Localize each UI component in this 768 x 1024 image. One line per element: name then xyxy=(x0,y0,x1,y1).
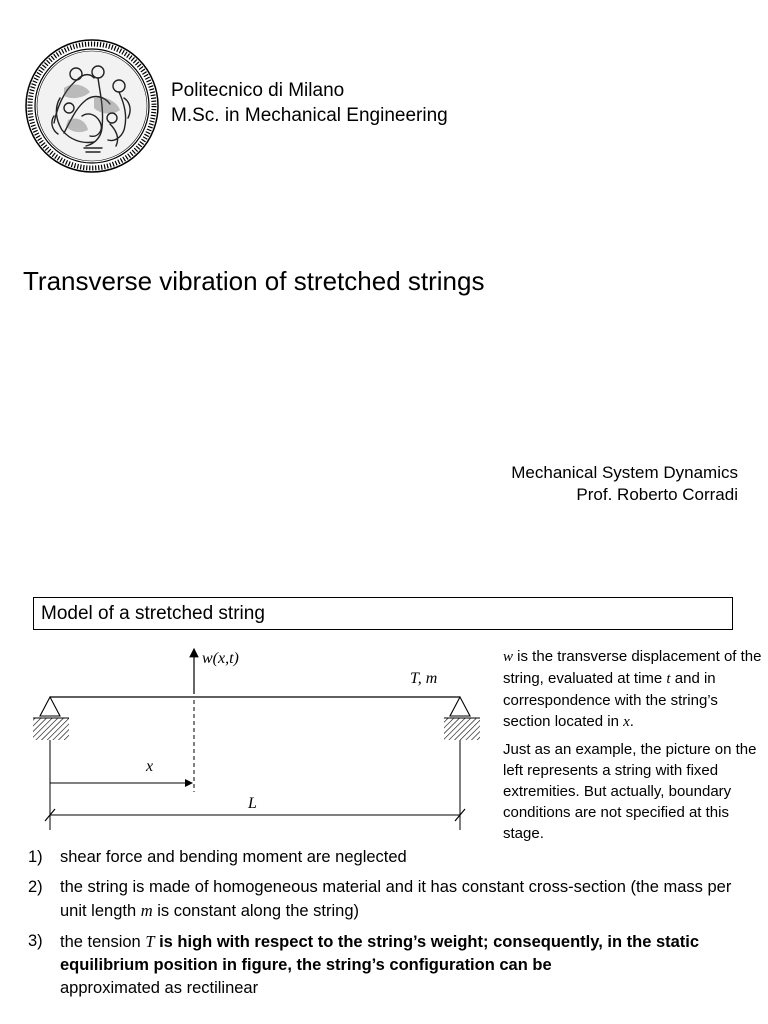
description-text xyxy=(503,646,765,850)
slide-title: Transverse vibration of stretched strings xyxy=(23,266,485,296)
position-label: x xyxy=(146,758,154,775)
university-seal-logo xyxy=(24,38,160,174)
string-diagram xyxy=(28,640,488,830)
course-name: Mechanical System Dynamics xyxy=(511,463,738,482)
left-support xyxy=(33,697,69,740)
institution-name: Politecnico di Milano xyxy=(171,80,345,101)
section-heading: Model of a stretched string xyxy=(41,603,265,624)
section-heading-box xyxy=(33,597,733,630)
professor-name: Prof. Roberto Corradi xyxy=(576,485,738,504)
assumptions-list xyxy=(28,846,740,1007)
list-item: 3) the tension T is high with respect to the string’s weight; consequently, in the static equilibrium position in figure, the string’s configuration can be approximated as rectilinear xyxy=(28,932,700,997)
right-support xyxy=(444,697,480,740)
list-item: 2) the string is made of homogeneous material and it has constant cross-section (the mass per unit length m is constant along the string) xyxy=(28,878,732,920)
description-paragraph-2: Just as an example, the picture on the left represents a string with fixed extremities. But actually, boundary conditions are not specified at this stage. xyxy=(503,741,757,842)
displacement-label: w(x,t) xyxy=(202,650,239,667)
params-label: T, m xyxy=(410,670,438,687)
program-name: M.Sc. in Mechanical Engineering xyxy=(171,105,448,126)
course-block xyxy=(511,462,738,506)
institution-block xyxy=(171,78,448,128)
list-item: 1) shear force and bending moment are neglected xyxy=(28,848,407,866)
length-label: L xyxy=(248,795,257,812)
description-paragraph-1: w is the transverse displacement of the string, evaluated at time t and in correspondence with the string’s section located in x. xyxy=(503,648,762,730)
